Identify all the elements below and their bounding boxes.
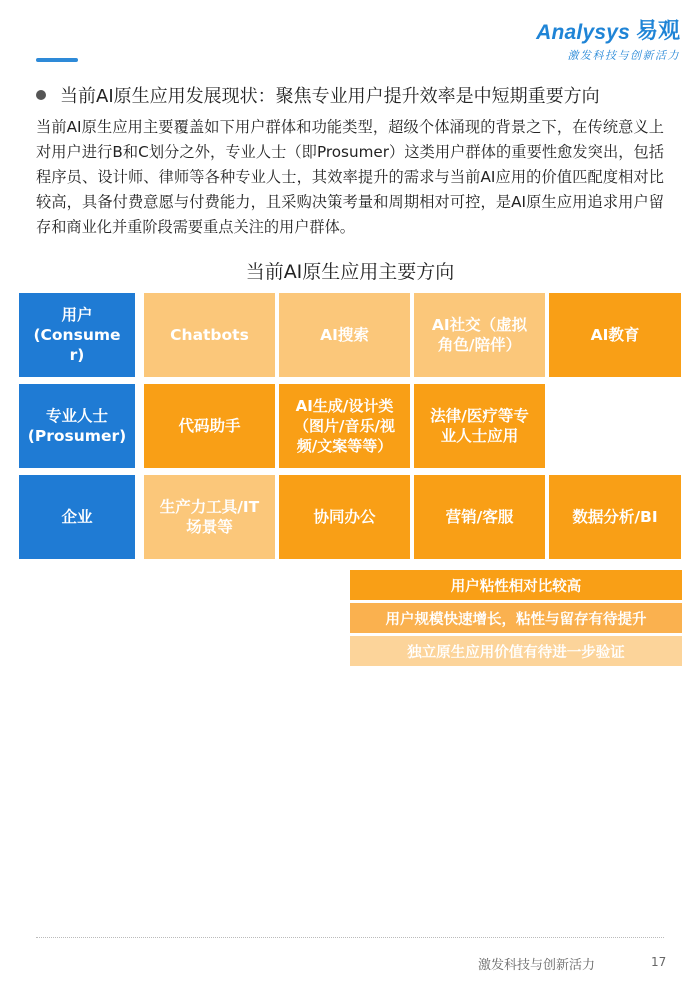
cell-ai-education: AI教育 [549, 293, 681, 377]
row-label-enterprise: 企业 [19, 475, 135, 559]
legend-growing: 用户规模快速增长，粘性与留存有待提升 [350, 603, 682, 633]
row-label-consumer: 用户 (Consume r) [19, 293, 135, 377]
bullet-icon [36, 90, 46, 100]
cell-professional-apps: 法律/医疗等专 业人士应用 [414, 384, 545, 468]
row-label-prosumer: 专业人士 (Prosumer) [19, 384, 135, 468]
matrix-title: 当前AI原生应用主要方向 [245, 261, 455, 283]
cell-productivity-tools: 生产力工具/IT 场景等 [144, 475, 275, 559]
logo-english: Analysys [536, 21, 630, 44]
footer-tagline: 激发科技与创新活力 [478, 958, 596, 973]
legend-unverified: 独立原生应用价值有待进一步验证 [350, 636, 682, 666]
footer-divider [36, 937, 664, 938]
page-number: 17 [651, 955, 667, 969]
cell-marketing: 营销/客服 [414, 475, 545, 559]
accent-bar [36, 58, 78, 62]
cell-ai-search: AI搜索 [279, 293, 410, 377]
section-heading [36, 82, 600, 108]
cell-ai-social: AI社交（虚拟 角色/陪伴） [414, 293, 545, 377]
cell-code-assistant: 代码助手 [144, 384, 275, 468]
body-paragraph: 当前AI原生应用主要覆盖如下用户群体和功能类型，超级个体涌现的背景之下，在传统意义上对用户进行B和C划分之外，专业人士（即Prosumer）这类用户群体的重要性愈发突出，包括程序员、设计师、律师等各种专业人士，其效率提升的需求与当前AI应用的价值匹配度相对比较高，具备付费意愿与付费能力，且采购决策考量和周期相对可控，是AI原生应用追求用户留存和商业化并重阶段需要重点关注的用户群体。 [36, 118, 664, 236]
brand-logo [536, 14, 680, 63]
cell-data-analysis: 数据分析/BI [549, 475, 681, 559]
cell-chatbots: Chatbots [144, 293, 275, 377]
legend-high-retention: 用户粘性相对比较高 [350, 570, 682, 600]
logo-chinese: 易观 [635, 19, 680, 44]
cell-collaboration: 协同办公 [279, 475, 410, 559]
logo-tagline: 激发科技与创新活力 [567, 49, 680, 62]
cell-ai-generation: AI生成/设计类 （图片/音乐/视 频/文案等等） [279, 384, 410, 468]
heading-text: 当前AI原生应用发展现状：聚焦专业用户提升效率是中短期重要方向 [60, 86, 600, 107]
